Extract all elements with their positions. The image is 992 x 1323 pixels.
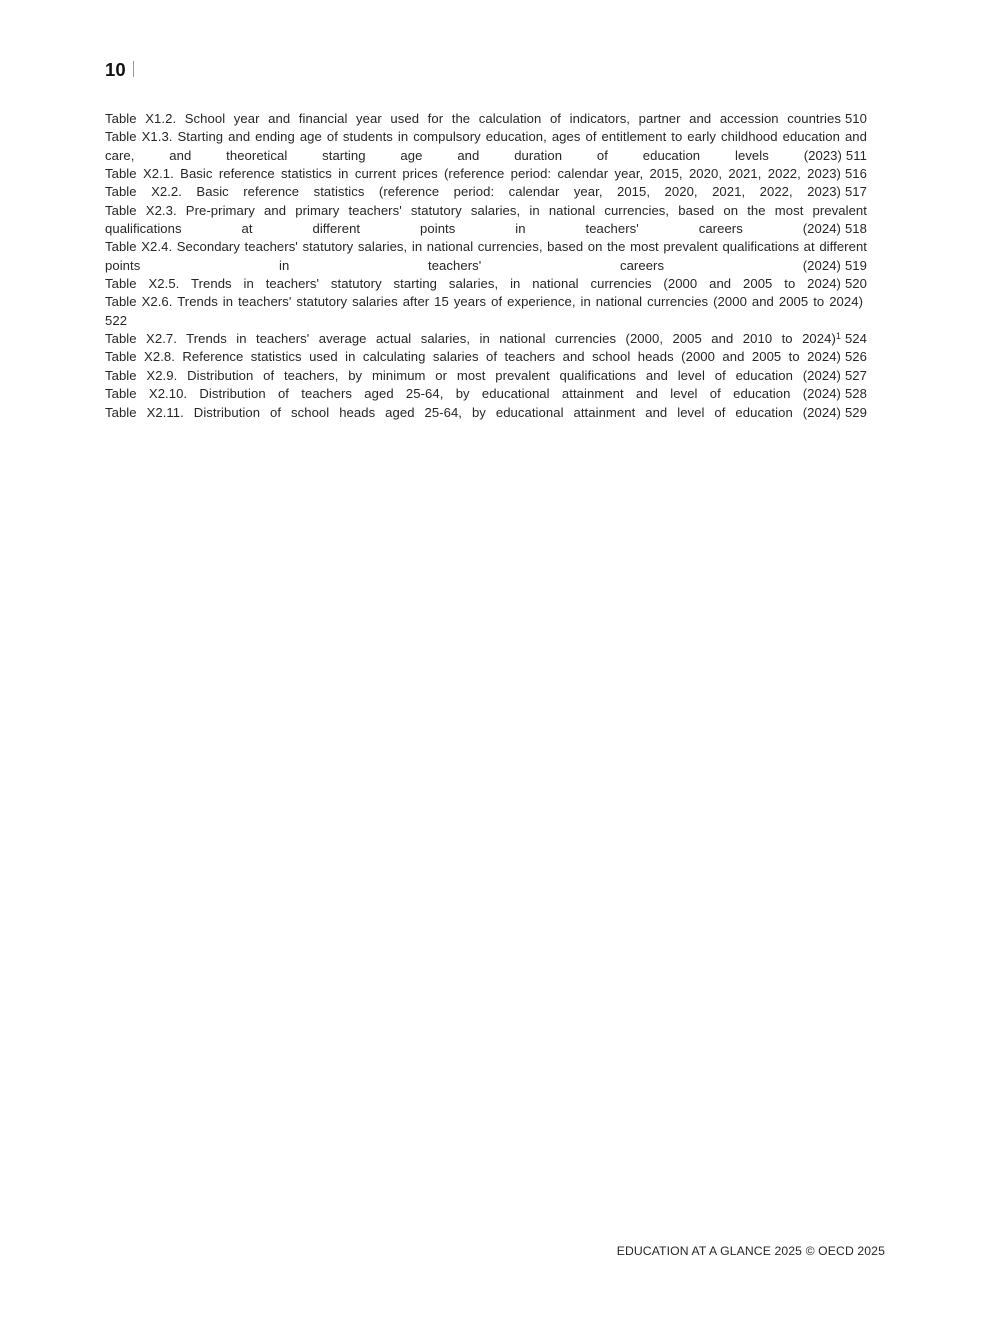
toc-entry[interactable] — [105, 165, 867, 183]
toc-entry-label: Table X2.9. Distribution of teachers, by minimum or most prevalent qualifications and level of education (2024) — [105, 367, 841, 383]
toc-entry-page-number: 524 — [844, 331, 867, 347]
running-head — [105, 60, 885, 86]
toc-entry-page-number: 511 — [845, 147, 867, 163]
table-of-contents-list — [105, 110, 867, 422]
toc-entry-label: Table X2.8. Reference statistics used in calculating salaries of teachers and school heads (2000 and 2005 to 2024) — [105, 349, 841, 365]
footnote-marker: 1 — [835, 331, 841, 342]
toc-entry-page-number: 522 — [105, 312, 128, 328]
toc-entry[interactable] — [105, 348, 867, 366]
toc-entry[interactable] — [105, 330, 867, 348]
toc-entry-page-number: 510 — [844, 111, 867, 126]
toc-entry-page-number: 520 — [844, 276, 867, 292]
toc-entry[interactable] — [105, 110, 867, 128]
toc-entry-label: Table X2.11. Distribution of school heads aged 25-64, by educational attainment and level of education (2024) — [105, 404, 841, 420]
toc-entry-page-number: 517 — [844, 184, 867, 200]
toc-entry-page-number: 528 — [844, 386, 867, 402]
toc-entry[interactable] — [105, 238, 867, 275]
toc-entry-page-number: 516 — [844, 166, 867, 182]
toc-entry-label: Table X2.4. Secondary teachers' statutory salaries, in national currencies, based on the most prevalent qualifications at different points in teachers' careers (2024) — [105, 239, 867, 273]
toc-entry[interactable] — [105, 128, 867, 165]
toc-entry[interactable] — [105, 275, 867, 293]
toc-entry-label: Table X2.7. Trends in teachers' average actual salaries, in national currencies (2000, 2005 and 2010 to 2024) — [105, 331, 836, 347]
toc-entry-label: Table X2.10. Distribution of teachers aged 25-64, by educational attainment and level of education (2024) — [105, 386, 841, 402]
toc-entry-page-number: 529 — [844, 404, 867, 420]
toc-entry[interactable] — [105, 404, 867, 422]
toc-entry-page-number: 527 — [844, 367, 867, 383]
toc-entry-label: Table X2.5. Trends in teachers' statutory starting salaries, in national currencies (2000 and 2005 to 2024) — [105, 276, 841, 292]
toc-entry-page-number: 526 — [844, 349, 867, 365]
toc-entry[interactable] — [105, 367, 867, 385]
toc-entry-page-number: 519 — [844, 257, 867, 273]
toc-entry-label: Table X2.1. Basic reference statistics in current prices (reference period: calendar year, 2015, 2020, 2021, 2022, 2023) — [105, 166, 841, 182]
toc-entry[interactable] — [105, 385, 867, 403]
page-number: 10 — [105, 59, 126, 80]
toc-entry-label: Table X2.3. Pre-primary and primary teachers' statutory salaries, in national currencies, based on the most prevalent qualifications at different points in teachers' careers (2024) — [105, 202, 867, 237]
page-footer: EDUCATION AT A GLANCE 2025 © OECD 2025 — [616, 1244, 885, 1258]
toc-entry-label: Table X2.2. Basic reference statistics (reference period: calendar year, 2015, 2020, 2021, 2022, 2023) — [105, 184, 841, 200]
toc-entry[interactable] — [105, 293, 867, 330]
toc-entry-label: Table X1.2. School year and financial year used for the calculation of indicators, partner and accession countries — [105, 111, 841, 126]
toc-entry-page-number: 518 — [844, 221, 867, 237]
toc-entry[interactable] — [105, 202, 867, 239]
toc-entry-label: Table X1.3. Starting and ending age of students in compulsory education, ages of entitlement to early childhood education and care, and theoretical starting age and duration of education levels (2023) — [105, 129, 867, 163]
toc-entry[interactable] — [105, 183, 867, 201]
header-rule-divider — [133, 61, 134, 77]
toc-tab-leader — [863, 293, 867, 311]
toc-entry-label: Table X2.6. Trends in teachers' statutory salaries after 15 years of experience, in national currencies (2000 and 2005 to 2024) — [105, 294, 864, 310]
